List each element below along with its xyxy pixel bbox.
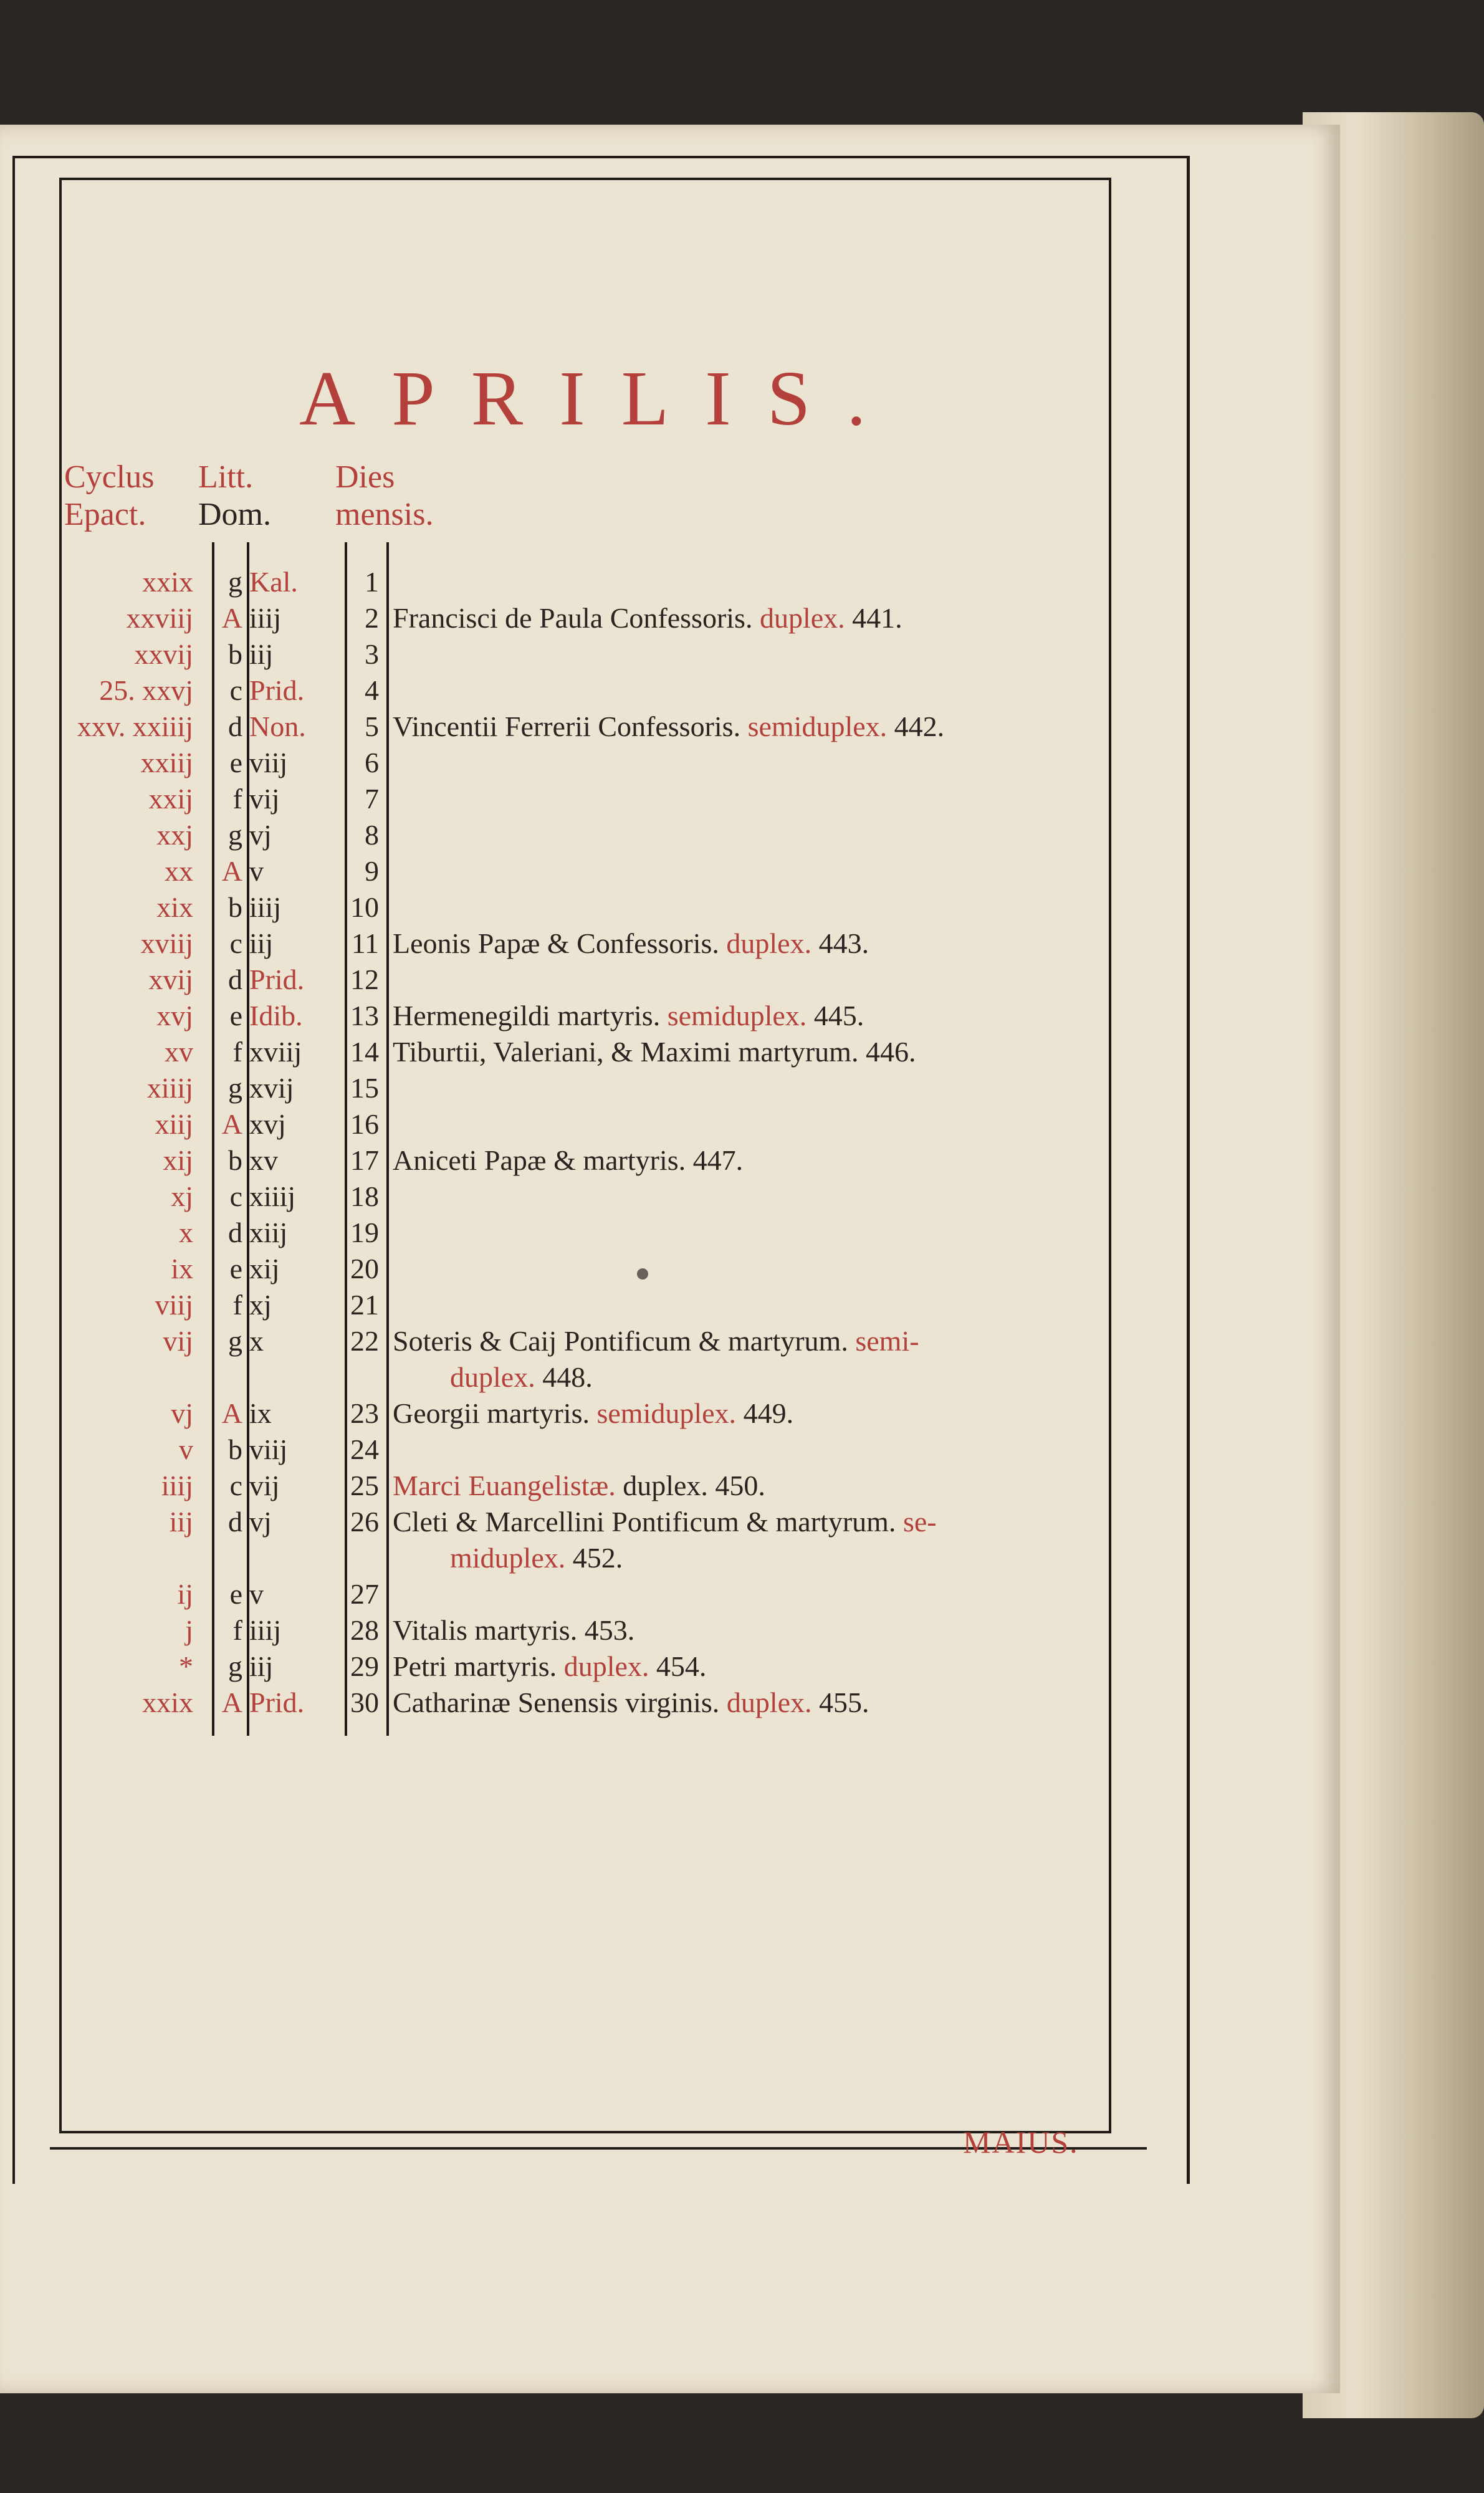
dominical-letter-cell: g: [228, 1650, 242, 1682]
epact-cell: iiij: [161, 1470, 193, 1501]
roman-day-cell: iij: [249, 927, 274, 959]
day-number-cell: 4: [365, 674, 379, 706]
roman-day-cell: vij: [249, 783, 280, 815]
feast-rank: duplex.: [563, 1650, 649, 1682]
calendar-row: [0, 1142, 1122, 1179]
feast-name: Cleti & Marcellini Pontificum & martyrum.: [393, 1506, 896, 1538]
dominical-letter-cell: b: [228, 1144, 242, 1176]
calendar-row: [0, 853, 1122, 889]
calendar-row: [0, 962, 1122, 998]
roman-day-cell: iij: [249, 1650, 274, 1682]
feast-name: Aniceti Papæ & martyris.: [393, 1144, 686, 1176]
feast-cell: [393, 998, 1116, 1034]
feast-cell: [393, 926, 1116, 962]
epact-cell: *: [179, 1650, 193, 1682]
day-number-cell: 14: [350, 1036, 379, 1068]
calendar-row: [0, 564, 1122, 600]
calendar-row: [0, 1504, 1122, 1540]
calendar-row: [0, 1323, 1122, 1359]
roman-day-cell: iiij: [249, 602, 282, 634]
calendar-row: [0, 672, 1122, 709]
calendar-row: [0, 1215, 1122, 1251]
catchword-next-month: MAIUS.: [963, 2125, 1079, 2160]
epact-cell: xvj: [156, 1000, 193, 1031]
calendar-row: [0, 1070, 1122, 1106]
page-reference: 445.: [813, 1000, 864, 1031]
epact-cell: xj: [171, 1180, 193, 1212]
day-number-cell: 5: [365, 711, 379, 742]
roman-day-cell: iij: [249, 638, 274, 670]
day-number-cell: 22: [350, 1325, 379, 1357]
roman-day-cell: xj: [249, 1289, 272, 1321]
feast-rank: duplex.: [623, 1470, 708, 1501]
epact-cell: xxviij: [126, 602, 193, 634]
epact-cell: ij: [177, 1578, 193, 1610]
roman-day-cell: Prid.: [249, 964, 305, 995]
calendar-row: [0, 1648, 1122, 1685]
day-number-cell: 15: [350, 1072, 379, 1104]
epact-cell: xxvij: [134, 638, 193, 670]
header-epact: Epact.: [64, 497, 146, 532]
roman-day-cell: vj: [249, 819, 272, 851]
day-number-cell: 3: [365, 638, 379, 670]
month-title: APRILIS.: [299, 356, 902, 442]
feast-rank: duplex.: [726, 927, 812, 959]
dominical-letter-cell: c: [229, 1470, 242, 1501]
dominical-letter-cell: A: [221, 855, 242, 887]
feast-cell: [393, 1142, 1116, 1179]
feast-name: Vincentii Ferrerii Confessoris.: [393, 711, 741, 742]
roman-day-cell: Non.: [249, 711, 306, 742]
feast-rank: semiduplex.: [747, 711, 888, 742]
calendar-row: [0, 1468, 1122, 1504]
feast-name: Petri martyris.: [393, 1650, 557, 1682]
feast-name: Catharinæ Senensis virginis.: [393, 1687, 720, 1718]
dominical-letter-cell: d: [228, 964, 242, 995]
roman-day-cell: viij: [249, 747, 288, 778]
calendar-row: [0, 817, 1122, 853]
dominical-letter-cell: c: [229, 1180, 242, 1212]
day-number-cell: 12: [350, 964, 379, 995]
dominical-letter-cell: b: [228, 891, 242, 923]
roman-day-cell: xiiij: [249, 1180, 296, 1212]
roman-day-cell: Prid.: [249, 1687, 305, 1718]
page-reference: 446.: [865, 1036, 916, 1068]
roman-day-cell: vij: [249, 1470, 280, 1501]
feast-rank: semiduplex.: [596, 1397, 737, 1429]
dominical-letter-cell: g: [228, 566, 242, 598]
calendar-row: [0, 636, 1122, 672]
epact-cell: xij: [163, 1144, 193, 1176]
dominical-letter-cell: e: [229, 1000, 242, 1031]
feast-rank: se-: [902, 1506, 937, 1538]
day-number-cell: 20: [350, 1253, 379, 1285]
dominical-letter-cell: A: [221, 1108, 242, 1140]
dominical-letter-cell: f: [232, 1036, 242, 1068]
ink-dot: [637, 1268, 648, 1280]
epact-cell: v: [179, 1433, 193, 1465]
feast-cell: [393, 1504, 1116, 1540]
dominical-letter-cell: f: [232, 1289, 242, 1321]
roman-day-cell: xv: [249, 1144, 278, 1176]
day-number-cell: 30: [350, 1687, 379, 1718]
dominical-letter-cell: f: [232, 1614, 242, 1646]
epact-cell: xiiij: [146, 1072, 193, 1104]
dominical-letter-cell: e: [229, 1253, 242, 1285]
feast-name: Georgii martyris.: [393, 1397, 590, 1429]
day-number-cell: 29: [350, 1650, 379, 1682]
calendar-row: [0, 1612, 1122, 1648]
roman-day-cell: x: [249, 1325, 264, 1357]
dominical-letter-cell: c: [229, 674, 242, 706]
roman-day-cell: v: [249, 1578, 264, 1610]
roman-day-cell: iiij: [249, 891, 282, 923]
day-number-cell: 13: [350, 1000, 379, 1031]
roman-day-cell: ix: [249, 1397, 272, 1429]
feast-cell: [393, 1034, 1116, 1070]
epact-cell: xxij: [148, 783, 193, 815]
epact-cell: viij: [155, 1289, 193, 1321]
roman-day-cell: viij: [249, 1433, 288, 1465]
page-reference: 442.: [894, 711, 945, 742]
day-number-cell: 27: [350, 1578, 379, 1610]
feast-rank: duplex.: [450, 1361, 535, 1393]
day-number-cell: 17: [350, 1144, 379, 1176]
feast-rank: duplex.: [726, 1687, 812, 1718]
feast-rank: semi-: [855, 1325, 919, 1357]
dominical-letter-cell: e: [229, 1578, 242, 1610]
calendar-row: [0, 1251, 1122, 1287]
roman-day-cell: Prid.: [249, 674, 305, 706]
epact-cell: 25. xxvj: [99, 674, 193, 706]
feast-cell: [393, 709, 1116, 745]
day-number-cell: 16: [350, 1108, 379, 1140]
day-number-cell: 8: [365, 819, 379, 851]
feast-continuation: [450, 1359, 593, 1395]
calendar-row: [0, 889, 1122, 926]
epact-cell: xxv. xxiiij: [77, 711, 193, 742]
feast-name: Tiburtii, Valeriani, & Maximi martyrum.: [393, 1036, 859, 1068]
day-number-cell: 7: [365, 783, 379, 815]
page-reference: 455.: [819, 1687, 869, 1718]
epact-cell: xxiij: [140, 747, 193, 778]
day-number-cell: 21: [350, 1289, 379, 1321]
header-dies: Dies: [335, 459, 395, 495]
page-reference: 453.: [584, 1614, 635, 1646]
dominical-letter-cell: e: [229, 747, 242, 778]
day-number-cell: 26: [350, 1506, 379, 1538]
roman-day-cell: iiij: [249, 1614, 282, 1646]
day-number-cell: 2: [365, 602, 379, 634]
epact-cell: xvij: [148, 964, 193, 995]
dominical-letter-cell: A: [221, 1397, 242, 1429]
dominical-letter-cell: A: [221, 1687, 242, 1718]
header-dom: Dom.: [198, 497, 271, 532]
day-number-cell: 11: [351, 927, 379, 959]
dominical-letter-cell: b: [228, 638, 242, 670]
calendar-row: [0, 600, 1122, 636]
calendar-row: [0, 745, 1122, 781]
feast-rank: miduplex.: [450, 1542, 566, 1574]
calendar-row: [0, 1432, 1122, 1468]
calendar-row: [0, 1576, 1122, 1612]
feast-cell: [393, 1612, 1116, 1648]
feast-cell: [393, 1395, 1116, 1432]
day-number-cell: 1: [365, 566, 379, 598]
epact-cell: xxix: [142, 1687, 193, 1718]
day-number-cell: 23: [350, 1397, 379, 1429]
epact-cell: xix: [156, 891, 193, 923]
epact-cell: xxix: [142, 566, 193, 598]
epact-cell: xviij: [140, 927, 193, 959]
day-number-cell: 25: [350, 1470, 379, 1501]
header-cyclus: Cyclus: [64, 459, 155, 495]
epact-cell: vij: [163, 1325, 193, 1357]
epact-cell: xxj: [156, 819, 193, 851]
feast-continuation: [450, 1540, 623, 1576]
roman-day-cell: xij: [249, 1253, 280, 1285]
page-reference: 448.: [542, 1361, 593, 1393]
calendar-row: [0, 1287, 1122, 1323]
page-reference: 450.: [715, 1470, 765, 1501]
epact-cell: iij: [169, 1506, 193, 1538]
dominical-letter-cell: c: [229, 927, 242, 959]
calendar-row: [0, 1179, 1122, 1215]
calendar-row: [0, 781, 1122, 817]
calendar-row: [0, 998, 1122, 1034]
day-number-cell: 24: [350, 1433, 379, 1465]
page-reference: 443.: [818, 927, 869, 959]
epact-cell: xiij: [155, 1108, 193, 1140]
feast-name: Soteris & Caij Pontificum & martyrum.: [393, 1325, 848, 1357]
feast-name: Leonis Papæ & Confessoris.: [393, 927, 719, 959]
day-number-cell: 19: [350, 1217, 379, 1248]
page-reference: 449.: [743, 1397, 794, 1429]
roman-day-cell: Idib.: [249, 1000, 303, 1031]
feast-name: Vitalis martyris.: [393, 1614, 578, 1646]
roman-day-cell: xiij: [249, 1217, 288, 1248]
dominical-letter-cell: g: [228, 819, 242, 851]
roman-day-cell: v: [249, 855, 264, 887]
dominical-letter-cell: g: [228, 1072, 242, 1104]
page-reference: 447.: [692, 1144, 744, 1176]
epact-cell: xv: [165, 1036, 193, 1068]
roman-day-cell: Kal.: [249, 566, 298, 598]
feast-cell: [393, 1468, 1116, 1504]
calendar-row: [0, 1106, 1122, 1142]
calendar-row: [0, 1395, 1122, 1432]
day-number-cell: 18: [350, 1180, 379, 1212]
feast-cell: [393, 1685, 1116, 1721]
day-number-cell: 9: [365, 855, 379, 887]
roman-day-cell: vj: [249, 1506, 272, 1538]
epact-cell: x: [179, 1217, 193, 1248]
day-number-cell: 28: [350, 1614, 379, 1646]
dominical-letter-cell: g: [228, 1325, 242, 1357]
feast-cell: [393, 1323, 1116, 1359]
calendar-row: [0, 926, 1122, 962]
day-number-cell: 10: [350, 891, 379, 923]
dominical-letter-cell: d: [228, 711, 242, 742]
calendar-row: [0, 1685, 1122, 1721]
feast-name: Hermenegildi martyris.: [393, 1000, 661, 1031]
feast-cell: [393, 600, 1116, 636]
page-reference: 454.: [656, 1650, 707, 1682]
feast-rank: duplex.: [759, 602, 845, 634]
feast-name: Francisci de Paula Confessoris.: [393, 602, 753, 634]
page-reference: 452.: [572, 1542, 623, 1574]
header-mensis: mensis.: [335, 497, 434, 532]
feast-name: Marci Euangelistæ.: [393, 1470, 616, 1501]
epact-cell: vj: [171, 1397, 193, 1429]
epact-cell: xx: [165, 855, 193, 887]
roman-day-cell: xvij: [249, 1072, 294, 1104]
roman-day-cell: xviij: [249, 1036, 302, 1068]
dominical-letter-cell: b: [228, 1433, 242, 1465]
roman-day-cell: xvj: [249, 1108, 286, 1140]
day-number-cell: 6: [365, 747, 379, 778]
dominical-letter-cell: d: [228, 1506, 242, 1538]
calendar-row: [0, 709, 1122, 745]
page-reference: 441.: [852, 602, 902, 634]
header-litt: Litt.: [198, 459, 254, 495]
epact-cell: j: [185, 1614, 193, 1646]
feast-cell: [393, 1648, 1116, 1685]
dominical-letter-cell: f: [232, 783, 242, 815]
epact-cell: ix: [171, 1253, 193, 1285]
dominical-letter-cell: A: [221, 602, 242, 634]
dominical-letter-cell: d: [228, 1217, 242, 1248]
calendar-row: [0, 1034, 1122, 1070]
feast-rank: semiduplex.: [667, 1000, 807, 1031]
